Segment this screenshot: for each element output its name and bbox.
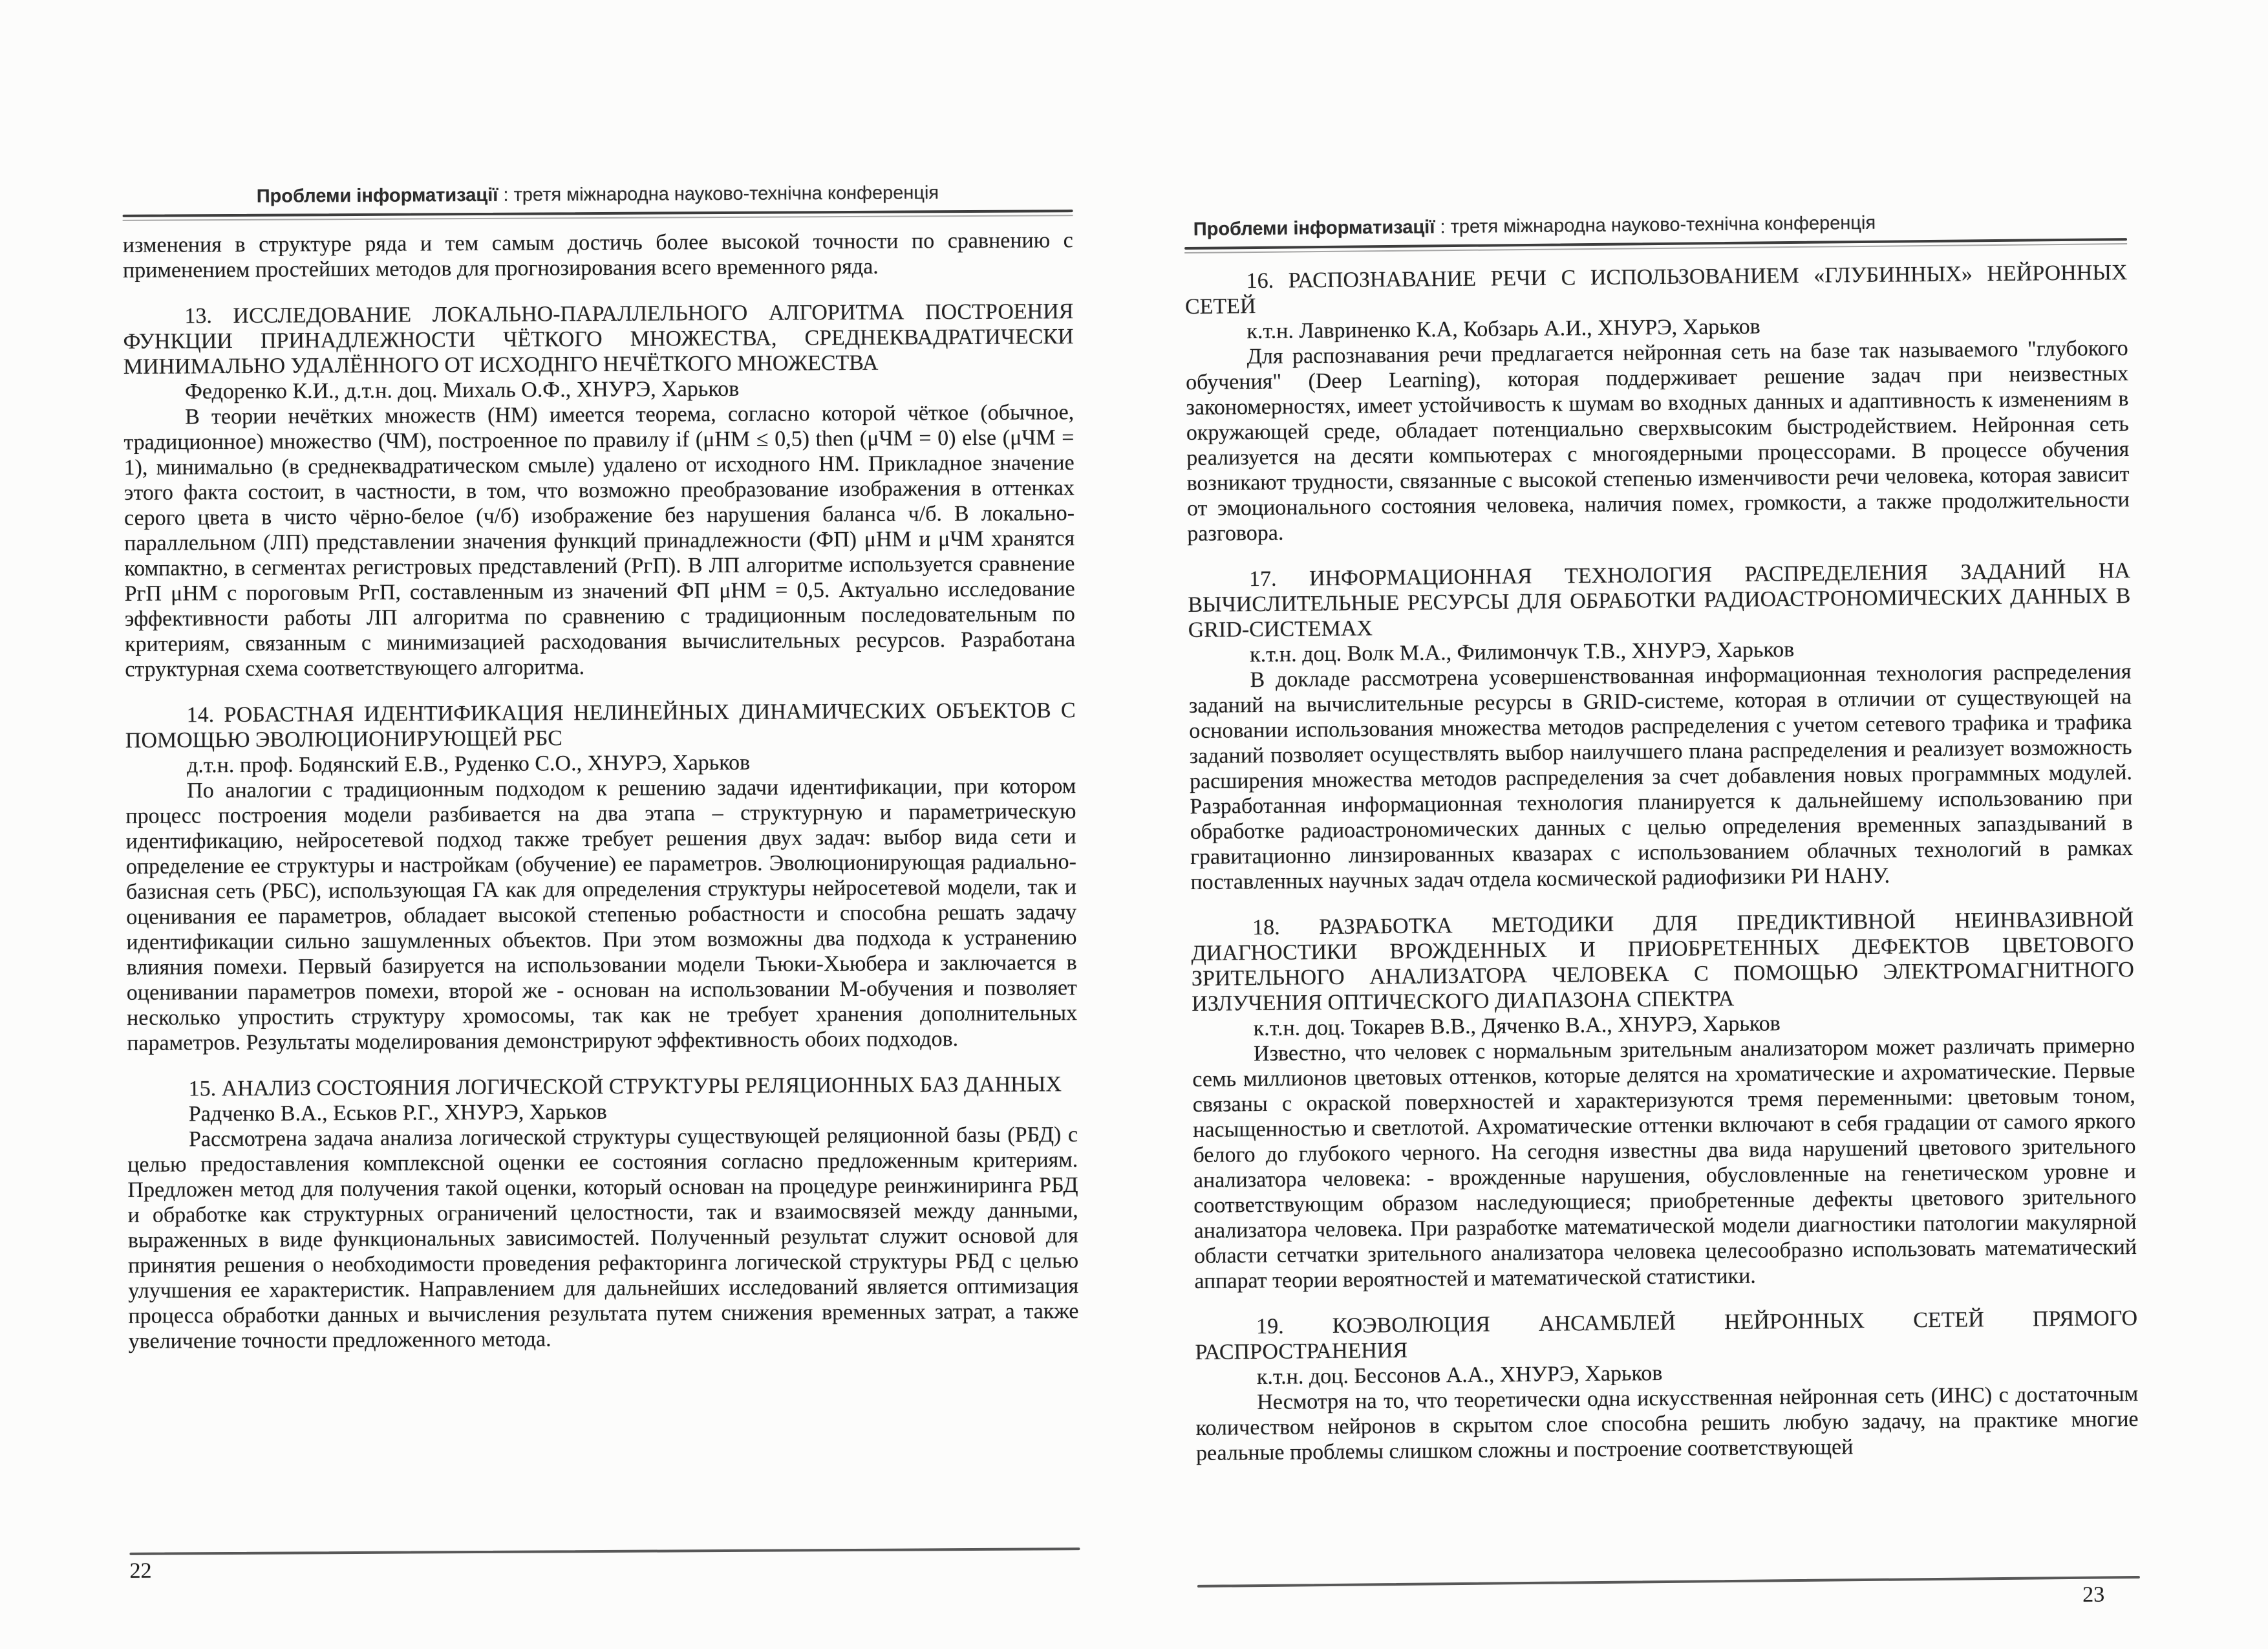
section-body: Несмотря на то, что теоретически одна искусственная нейронная сеть (ИНС) с достаточным количеством нейронов в скрытом слое способна решить любую задачу, на практике многие реальные проблемы слишком сложны и построение соответствующей	[1195, 1381, 2139, 1465]
section-title: 14. РОБАСТНАЯ ИДЕНТИФИКАЦИЯ НЕЛИНЕЙНЫХ ДИНАМИЧЕСКИХ ОБЪЕКТОВ С ПОМОЩЬЮ ЭВОЛЮЦИОНИРУЮЩЕЙ РБС	[125, 698, 1076, 753]
section-body: Рассмотрена задача анализа логической структуры существующей реляционной базы (РБД) с целью предоставления комплексной оценки ее состояния согласно предложенным критериям. Предложен метод для получения такой оценки, который основан на процедуре реинжиниринга РБД и обработке как структурных ограничений целостности, так и взаимосвязей между данными, выраженных в виде функциональных зависимостей. Полученный результат служит основой для принятия решения о необходимости проведения рефакторинга логической структуры РБД с целью улучшения ее характеристик. Направлением для дальнейших исследований является оптимизация процесса обработки данных и вычисления результата путем снижения временных затрат, а также увеличение точности предложенного метода.	[127, 1123, 1079, 1353]
abstract-section-13	[123, 299, 1075, 682]
abstract-section-14	[125, 698, 1078, 1056]
page-number: 23	[2082, 1582, 2105, 1607]
running-head-journal: Проблеми інформатизації	[256, 184, 498, 207]
section-title: 19. КОЭВОЛЮЦИЯ АНСАМБЛЕЙ НЕЙРОННЫХ СЕТЕЙ ПРЯМОГО РАСПРОСТРАНЕНИЯ	[1195, 1306, 2138, 1364]
abstract-section-19	[1195, 1306, 2139, 1466]
section-body: В докладе рассмотрена усовершенствованная информационная технология распределения заданий на вычислительные ресурсы в GRID-системе, которая в отличии от существующей на основании использования множества методов распределения с учетом сетевого трафика и трафика заданий позволяет осуществлять выбор наилучшего плана распределения и реализует возможность расширения множества методов распределения за счет добавления новых программных модулей. Разработанная информационная технология планируется к дальнейшему использованию при обработке радиоастрономических данных с целью определения временных запаздываний в гравитационно линзированных квазарах с использованием облачных технологий в рамках поставленных научных задач отдела космической радиофизики РИ НАНУ.	[1188, 660, 2134, 894]
section-authors: к.т.н. доц. Токарев В.В., Дяченко В.А., ХНУРЭ, Харьков	[1253, 1011, 1781, 1041]
abstract-section-16	[1184, 260, 2130, 546]
section-authors: Радченко В.А., Еськов Р.Г., ХНУРЭ, Харьков	[188, 1099, 607, 1126]
section-body: В теории нечётких множеств (НМ) имеется теорема, согласно которой чёткое (обычное, традиционное) множество (ЧМ), построенное по правилу if (μНМ ≤ 0,5) then (μЧМ = 0) else (μЧМ = 1), минимально (в среднеквадратическом смыле) удалено от исходного НМ. Прикладное значение этого факта состоит, в частности, в том, что возможно преобразование изображения в оттенках серого цвета в чисто чёрно-белое (ч/б) изображение без нарушения баланса ч/б. В локально-параллельном (ЛП) представлении значения функций принадлежности (ФП) μНМ и μЧМ хранятся компактно, в сегментах регистровых представлений (РгП). В ЛП алгоритме используется сравнение РгП μНМ с пороговым РгП, составленным из значений ФП μНМ = 0,5. Актуально исследование эффективности работы ЛП алгоритма по сравнению с традиционным последовательным по критериям, связанным с минимизацией расходования вычислительных ресурсов. Разработана структурная схема соответствующего алгоритма.	[123, 400, 1076, 682]
section-authors: к.т.н. доц. Бессонов А.А., ХНУРЭ, Харьков	[1256, 1361, 1663, 1390]
section-authors: Федоренко К.И., д.т.н. доц. Михаль О.Ф., ХНУРЭ, Харьков	[184, 376, 740, 404]
left-page-content	[123, 228, 1079, 1354]
abstract-section-15	[127, 1072, 1079, 1354]
running-head	[122, 182, 1073, 208]
right-page-footer	[1197, 1569, 2140, 1616]
abstract-section-17	[1188, 558, 2134, 895]
running-head-subtitle: : третя міжнародна науково-технічна конференція	[1435, 212, 1876, 238]
section-title: 13. ИССЛЕДОВАНИЕ ЛОКАЛЬНО-ПАРАЛЛЕЛЬНОГО АЛГОРИТМА ПОСТРОЕНИЯ ФУНКЦИИ ПРИНАДЛЕЖНОСТИ ЧЁТКОГО МНОЖЕСТВА, СРЕДНЕКВАДРАТИЧЕСКИ МИНИМАЛЬНО УДАЛЁННОГО ОТ ИСХОДНГО НЕЧЁТКОГО МНОЖЕСТВА	[123, 299, 1074, 379]
section-body: По аналогии с традиционным подходом к решению задачи идентификации, при котором процесс построения модели разбивается на два этапа – структурную и параметрическую идентификацию, нейросетевой подход также требует решения двух задач: выбор вида сети и определение ее структуры и настройкам (обучение) ее параметров. Эволюционирующая радиально-базисная сеть (РБС), использующая ГА как для определения структуры нейросетевой модели, так и оценивания ее параметров, обладает высокой степенью робастности и способна решать задачу идентификации сильно зашумленных объектов. При этом возможны два подхода к устранению влияния помехи. Первый базируется на использовании модели Тьюки-Хьюбера и заключается в оценивании параметров помехи, второй же - основан на использовании М-обучения и позволяет несколько упростить структуру хромосомы, так как не требует хранения дополнительных параметров. Результаты моделирования демонстрируют эффективность обоих подходов.	[125, 774, 1078, 1055]
abstract-section-18	[1191, 907, 2137, 1294]
section-title: 15. АНАЛИЗ СОСТОЯНИЯ ЛОГИЧЕСКОЙ СТРУКТУРЫ РЕЛЯЦИОННЫХ БАЗ ДАННЫХ	[188, 1072, 1062, 1101]
section-title: 16. РАСПОЗНАВАНИЕ РЕЧИ С ИСПОЛЬЗОВАНИЕМ «ГЛУБИННЫХ» НЕЙРОННЫХ СЕТЕЙ	[1184, 261, 2128, 319]
left-page	[122, 182, 1080, 1584]
running-head	[1184, 210, 2127, 241]
page-number: 22	[129, 1558, 152, 1583]
left-page-footer	[129, 1541, 1080, 1584]
section-authors: д.т.н. проф. Бодянский Е.В., Руденко С.О., ХНУРЭ, Харьков	[186, 750, 751, 778]
section-authors: к.т.н. доц. Волк М.А., Филимончук Т.В., ХНУРЭ, Харьков	[1249, 638, 1795, 667]
intro-paragraph: изменения в структуре ряда и тем самым достичь более высокой точности по сравнению с применением простейших методов для прогнозирования всего временного ряда.	[122, 228, 1073, 283]
right-page-content	[1184, 256, 2139, 1466]
section-title: 18. РАЗРАБОТКА МЕТОДИКИ ДЛЯ ПРЕДИКТИВНОЙ НЕИНВАЗИВНОЙ ДИАГНОСТИКИ ВРОЖДЕННЫХ И ПРИОБРЕТЕННЫХ ДЕФЕКТОВ ЦВЕТОВОГО ЗРИТЕЛЬНОГО АНАЛИЗАТОРА ЧЕЛОВЕКА С ПОМОЩЬЮ ЭЛЕКТРОМАГНИТНОГО ИЗЛУЧЕНИЯ ОПТИЧЕСКОГО ДИАПАЗОНА СПЕКТРА	[1191, 907, 2135, 1016]
running-head-journal: Проблеми інформатизації	[1193, 217, 1435, 240]
right-page	[1184, 210, 2141, 1616]
section-body: Для распознавания речи предлагается нейронная сеть на базе так называемого "глубокого обучения" (Deep Learning), которая поддерживает решение задач при неизвестных закономерностях, имеет устойчивость к шумам во входных данных и адаптивность к изменениям в окружающей среде, обладает потенциально сверхвысоким быстродействием. Нейронная сеть реализуется на десяти компьютерах с многоядерными процессорами. В процессе обучения возникают трудности, связанные с высокой степенью изменчивости речи человека, которая зависит от эмоционального состояния человека, наличия помех, громкости, а также продолжительности разговора.	[1185, 336, 2130, 546]
section-title: 17. ИНФОРМАЦИОННАЯ ТЕХНОЛОГИЯ РАСПРЕДЕЛЕНИЯ ЗАДАНИЙ НА ВЫЧИСЛИТЕЛЬНЫЕ РЕСУРСЫ ДЛЯ ОБРАБОТКИ РАДИОАСТРОНОМИЧЕСКИХ ДАННЫХ В GRID-СИСТЕМАХ	[1188, 559, 2131, 643]
running-head-subtitle: : третя міжнародна науково-технічна конференція	[498, 182, 939, 206]
section-body: Известно, что человек с нормальным зрительным анализатором может различать примерно семь миллионов цветовых оттенков, которые делятся на хроматические и ахроматические. Первые связаны с окраской поверхностей и характеризуются тремя переменными: цветовым тоном, насыщенностью и светлотой. Ахроматические оттенки включают в себя градации от самого яркого белого до глубокого черного. На сегодня известны два вида нарушений цветового зрительного анализатора человека: - врожденные нарушения, обусловленные на генетическом уровне и соответствующим образом наследующиеся; приобретенные дефекты цветового зрительного анализатора человека. При разработке математической модели диагностики патологии макулярной области сетчатки зрительного анализатора человека целесообразно использовать математический аппарат теории вероятностей и математической статистики.	[1192, 1033, 2137, 1293]
section-authors: к.т.н. Лавриненко К.А, Кобзарь А.И., ХНУРЭ, Харьков	[1246, 314, 1760, 344]
